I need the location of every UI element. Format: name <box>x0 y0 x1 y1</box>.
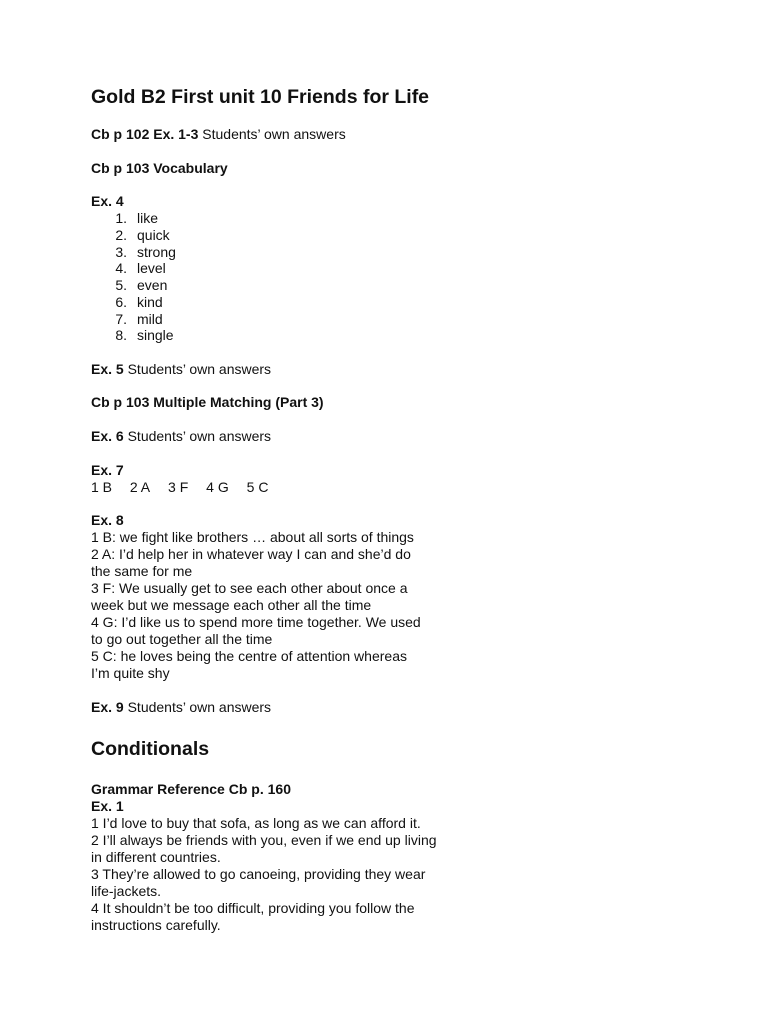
conditionals-line: life-jackets. <box>91 882 162 899</box>
ex9-label: Ex. 9 <box>91 698 124 715</box>
ex7-answer: 3 F <box>168 478 189 495</box>
document-title: Gold B2 First unit 10 Friends for Life <box>91 86 430 108</box>
list-item: 8. single <box>115 327 174 344</box>
list-item: 2. quick <box>115 226 170 243</box>
ex7-answer: 2 A <box>129 478 151 495</box>
ex7-answer: 1 B <box>91 478 113 495</box>
ex7-label: Ex. 7 <box>91 461 124 478</box>
ex8-line: 5 C: he loves being the centre of attention whereas <box>91 648 407 665</box>
list-item: 7. mild <box>115 310 163 327</box>
ex9-line <box>91 699 731 716</box>
ex6-text: Students’ own answers <box>127 427 272 444</box>
ex7-answers <box>91 479 731 496</box>
conditionals-line: instructions carefully. <box>91 916 221 933</box>
list-item: 5. even <box>115 277 168 294</box>
conditionals-line: in different countries. <box>91 848 221 865</box>
list-item: 3. strong <box>115 243 176 260</box>
ex5-text: Students’ own answers <box>127 360 272 377</box>
ex8-line: to go out together all the time <box>91 631 273 648</box>
list-item: 6. kind <box>115 293 163 310</box>
ex8-line: week but we message each other all the time <box>91 597 372 614</box>
ex8-line: the same for me <box>91 563 193 580</box>
ex4-list <box>91 210 731 344</box>
vocabulary-heading: Cb p 103 Vocabulary <box>91 159 228 176</box>
conditionals-line: 2 I’ll always be friends with you, even if we end up living <box>91 831 437 848</box>
ex6-label: Ex. 6 <box>91 427 124 444</box>
list-item: 1. like <box>115 210 159 227</box>
ex6-line <box>91 428 731 445</box>
ex8-line: I’m quite shy <box>91 665 170 682</box>
document-page <box>91 86 731 934</box>
ex5-label: Ex. 5 <box>91 360 124 377</box>
cb102-line <box>91 126 731 143</box>
ex5-line <box>91 361 731 378</box>
ex7-answer: 4 G <box>206 478 229 495</box>
ex8-line: 4 G: I’d like us to spend more time together. We used <box>91 614 421 631</box>
conditionals-heading: Conditionals <box>91 737 210 760</box>
cb102-text: Students’ own answers <box>202 126 346 142</box>
conditionals-line: 4 It shouldn’t be too difficult, providing you follow the <box>91 899 415 916</box>
list-item: 4. level <box>115 260 166 277</box>
cb102-label: Cb p 102 Ex. 1-3 <box>91 126 199 142</box>
grammar-reference-heading: Grammar Reference Cb p. 160 <box>91 780 291 797</box>
conditionals-ex1-label: Ex. 1 <box>91 797 124 814</box>
ex7-answer: 5 C <box>246 478 269 495</box>
ex8-line: 2 A: I’d help her in whatever way I can and she’d do <box>91 546 411 563</box>
multiple-matching-heading: Cb p 103 Multiple Matching (Part 3) <box>91 394 324 411</box>
ex8-line: 1 B: we fight like brothers … about all sorts of things <box>91 529 414 546</box>
ex8-line: 3 F: We usually get to see each other about once a <box>91 580 408 597</box>
conditionals-line: 1 I’d love to buy that sofa, as long as we can afford it. <box>91 814 421 831</box>
ex9-text: Students’ own answers <box>127 698 272 715</box>
conditionals-line: 3 They’re allowed to go canoeing, providing they wear <box>91 865 426 882</box>
ex8-label: Ex. 8 <box>91 512 124 529</box>
ex4-label: Ex. 4 <box>91 193 124 210</box>
